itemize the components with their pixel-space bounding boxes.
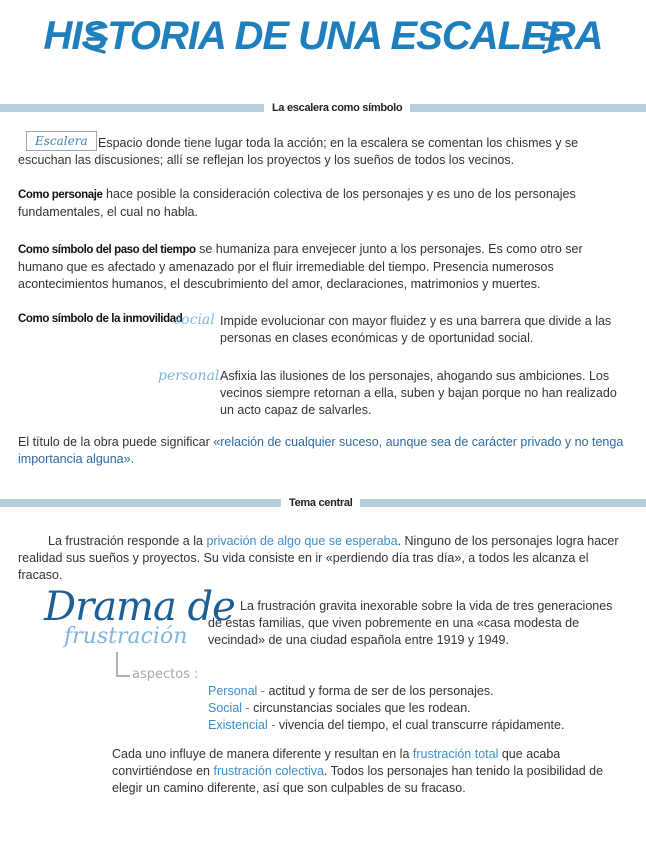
- final-highlight-total: frustración total: [412, 747, 499, 761]
- list-item: [208, 717, 628, 734]
- section-divider: [0, 104, 646, 112]
- tiempo-text: se humaniza para envejecer junto a los personajes. Es como otro ser humano que es afectado y amenazado por el fluir irremediable del tiempo. Presencia numerosos acontecimientos humanos, el descubrimiento del amor, declaraciones, matrimonios y muertes.: [18, 242, 583, 291]
- escalera-tag: Escalera: [26, 131, 97, 151]
- tiempo-paragraph: [18, 241, 628, 293]
- tiempo-label: Como símbolo del paso del tiempo: [18, 244, 196, 256]
- personaje-paragraph: [18, 186, 628, 221]
- aspects-list: [208, 683, 628, 734]
- list-item: [208, 683, 628, 700]
- escalera-paragraph: Espacio donde tiene lugar toda la acción; en la escalera se comentan los chismes y se escuchan las discusiones; allí se reflejan los proyectos y los sueños de todos los vecinos.: [18, 136, 579, 167]
- intro-paragraph: [18, 533, 628, 584]
- aspect-name: Social -: [208, 701, 250, 715]
- drama-title: Drama de: [44, 584, 235, 630]
- personal-tag: personal: [158, 368, 220, 384]
- titulo-paragraph: [18, 434, 628, 468]
- final-paragraph: [112, 746, 626, 797]
- section-heading: La escalera como símbolo: [264, 100, 410, 116]
- aspect-name: Existencial -: [208, 718, 276, 732]
- right-deco-icon: [538, 24, 562, 54]
- intro-pre: La frustración responde a la: [48, 534, 203, 548]
- aspectos-label: aspectos :: [132, 667, 199, 682]
- final-post: . Todos los personajes han tenido la posibilidad de elegir un camino diferente, así que son culpables de su fracaso.: [112, 764, 604, 795]
- personal-text: Asfixia las ilusiones de los personajes, ahogando sus ambiciones. Los vecinos siempre retornan a ella, suben y bajan porque no han realizado un acto capaz de salvarles.: [220, 369, 617, 417]
- social-text: Impide evolucionar con mayor fluidez y es una barrera que divide a las personas en clases económicas y de oportunidad social.: [220, 314, 612, 345]
- aspect-desc: actitud y forma de ser de los personajes.: [268, 684, 494, 698]
- aspect-desc: circunstancias sociales que les rodean.: [253, 701, 471, 715]
- intro-post: . Ninguno de los personajes logra hacer realidad sus sueños y proyectos. Su vida consiste en ir «perdiendo día tras día», a todos les alcanza el fracaso.: [18, 534, 619, 582]
- section-heading: Tema central: [281, 495, 360, 511]
- inmovilidad-label: Como símbolo de la inmovilidad: [18, 313, 183, 325]
- titulo-pre: El título de la obra puede significar: [18, 435, 210, 449]
- aspect-desc: vivencia del tiempo, el cual transcurre rápidamente.: [278, 718, 565, 732]
- drama-subtitle: frustración: [64, 624, 188, 649]
- intro-highlight: privación de algo que se esperaba: [206, 534, 398, 548]
- social-tag: social: [174, 312, 215, 328]
- aspect-name: Personal -: [208, 684, 265, 698]
- gravita-paragraph: La frustración gravita inexorable sobre la vida de tres generaciones de estas familias, que viven pobremente en una «casa modesta de vecindad» de una ciudad española entre 1919 y 1949.: [208, 599, 613, 647]
- personaje-label: Como personaje: [18, 189, 103, 201]
- titulo-quote: «relación de cualquier suceso, aunque sea de carácter privado y no tenga importancia alguna».: [18, 435, 624, 466]
- final-highlight-colectiva: frustración colectiva: [213, 764, 324, 778]
- section-divider: [0, 499, 646, 507]
- bracket-icon: [114, 650, 132, 680]
- list-item: [208, 700, 628, 717]
- page-title: HISTORIA DE UNA ESCALERA: [43, 14, 603, 58]
- final-mid: que acaba convirtiéndose en: [112, 747, 561, 778]
- personaje-text: hace posible la consideración colectiva de los personajes y es uno de los personajes fundamentales, el cual no habla.: [18, 187, 576, 219]
- final-pre: Cada uno influye de manera diferente y resultan en la: [112, 747, 410, 761]
